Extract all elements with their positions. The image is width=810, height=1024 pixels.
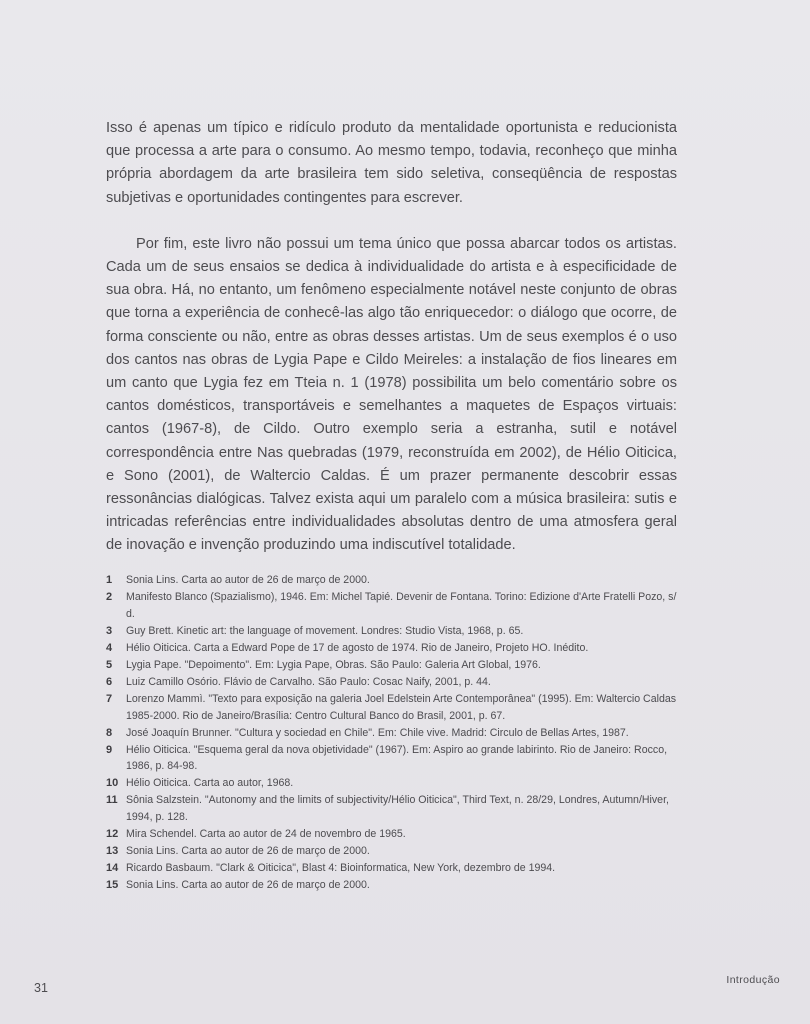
- footnote-number: 5: [106, 658, 113, 671]
- footnote-text: Guy Brett. Kinetic art: the language of movement. Londres: Studio Vista, 1968, p. 65.: [126, 624, 524, 637]
- footnote-item: [106, 640, 679, 657]
- footnote-item: [106, 792, 679, 825]
- footnote-item: [106, 674, 679, 691]
- footnote-text: Luiz Camillo Osório. Flávio de Carvalho. São Paulo: Cosac Naify, 2001, p. 44.: [126, 675, 491, 688]
- footnote-item: [106, 657, 679, 674]
- footnote-number: 3: [106, 624, 113, 637]
- footnote-number: 1: [106, 574, 113, 586]
- footnote-number: 15: [106, 879, 119, 892]
- footnote-text: Sonia Lins. Carta ao autor de 26 de março de 2000.: [126, 574, 370, 586]
- footnote-text: José Joaquín Brunner. "Cultura y sociedad en Chile". Em: Chile vive. Madrid: Circulo de Bellas Artes, 1987.: [126, 726, 629, 739]
- footnote-number: 2: [106, 591, 113, 604]
- footnote-number: 8: [106, 726, 113, 739]
- footnote-item: [106, 826, 679, 843]
- footnote-number: 6: [106, 675, 113, 688]
- footnote-number: 4: [106, 641, 113, 654]
- footnote-text: Ricardo Basbaum. "Clark & Oiticica", Blast 4: Bioinformatica, New York, dezembro de 1994.: [126, 862, 556, 875]
- footnote-item: [106, 775, 679, 792]
- footnote-number: 12: [106, 828, 119, 841]
- footnote-text: Hélio Oiticica. Carta ao autor, 1968.: [126, 777, 294, 790]
- footnote-number: 9: [106, 743, 113, 756]
- body-text: [106, 117, 677, 558]
- footnote-number: 11: [106, 794, 118, 807]
- footnote-item: [106, 589, 679, 622]
- page-number: 31: [34, 981, 48, 995]
- footnote-text: Hélio Oiticica. "Esquema geral da nova objetividade" (1967). Em: Aspiro ao grande labirinto. Rio de Janeiro: Rocco, 1986, p. 84-98.: [126, 743, 668, 773]
- footnote-text: Hélio Oiticica. Carta a Edward Pope de 17 de agosto de 1974. Rio de Janeiro, Projeto HO. Inédito.: [126, 641, 589, 654]
- footnote-item: [106, 725, 679, 742]
- footnote-item: [106, 860, 679, 877]
- footnote-item: [106, 843, 679, 860]
- footnote-text: Manifesto Blanco (Spazialismo), 1946. Em: Michel Tapié. Devenir de Fontana. Torino: Edizione d'Arte Fratelli Pozo, s/ d.: [126, 591, 677, 620]
- footnote-text: Sônia Salzstein. "Autonomy and the limits of subjectivity/Hélio Oiticica", Third Text, n. 28/29, Londres, Autumn/Hiver, 1994, p. 128.: [126, 794, 669, 823]
- footnote-number: 13: [106, 845, 119, 858]
- footnote-number: 7: [106, 693, 113, 706]
- footnote-number: 14: [106, 862, 119, 875]
- section-label: Introdução: [726, 974, 780, 986]
- footnote-text: Lorenzo Mammì. "Texto para exposição na galeria Joel Edelstein Arte Contemporânea" (1995). Em: Waltercio Caldas 1985-2000. Rio de Janeiro/Brasília: Centro Cultural Banco do Brasil, 2001, p. 67.: [126, 693, 677, 722]
- footnote-item: [106, 877, 679, 894]
- footnote-text: Lygia Pape. "Depoimento". Em: Lygia Pape, Obras. São Paulo: Galeria Art Global, 1976.: [126, 658, 541, 671]
- footnote-text: Mira Schendel. Carta ao autor de 24 de novembro de 1965.: [126, 828, 406, 841]
- footnote-number: 10: [106, 777, 119, 790]
- footnote-item: [106, 742, 679, 775]
- footnotes: [106, 572, 679, 894]
- footnote-item: [106, 623, 679, 640]
- paragraph-1: Isso é apenas um típico e ridículo produto da mentalidade oportunista e reducionista que processa a arte para o consumo. Ao mesmo tempo, todavia, reconheço que minha própria abordagem da arte brasileira tem sido seletiva, conseqüência de respostas subjetivas e oportunidades contingentes para escrever.: [106, 120, 677, 206]
- footnote-item: [106, 572, 679, 589]
- footnote-text: Sonia Lins. Carta ao autor de 26 de março de 2000.: [126, 845, 370, 858]
- paragraph-2: Por fim, este livro não possui um tema único que possa abarcar todos os artistas. Cada um de seus ensaios se dedica à individualidade do artista e à especificidade de sua obra. Há, no entanto, um fenômeno especialmente notável neste conjunto de obras que torna a experiência de conhecê-las algo tão enriquecedor: o diálogo que ocorre, de forma consciente ou não, entre as obras desses artistas. Um de seus exemplos é o uso dos cantos nas obras de Lygia Pape e Cildo Meireles: a instalação de fios lineares em um canto que Lygia fez em Tteia n. 1 (1978) possibilita um belo comentário sobre os cantos domésticos, transportáveis e semelhantes a maquetes de Espaços virtuais: cantos (1967-8), de Cildo. Outro exemplo seria a estranha, sutil e notável correspondência entre Nas quebradas (1979, reconstruída em 2002), de Hélio Oiticica, e Sono (2001), de Waltercio Caldas. É um prazer permanente descobrir essas ressonâncias dialógicas. Talvez exista aqui um paralelo com a música brasileira: sutis e intricadas referências entre individualidades absolutas dentro de uma atmosfera geral de inovação e invenção produzindo uma indiscutível totalidade.: [106, 235, 677, 554]
- footnote-item: [106, 691, 679, 724]
- footnote-text: Sonia Lins. Carta ao autor de 26 de março de 2000.: [126, 879, 370, 892]
